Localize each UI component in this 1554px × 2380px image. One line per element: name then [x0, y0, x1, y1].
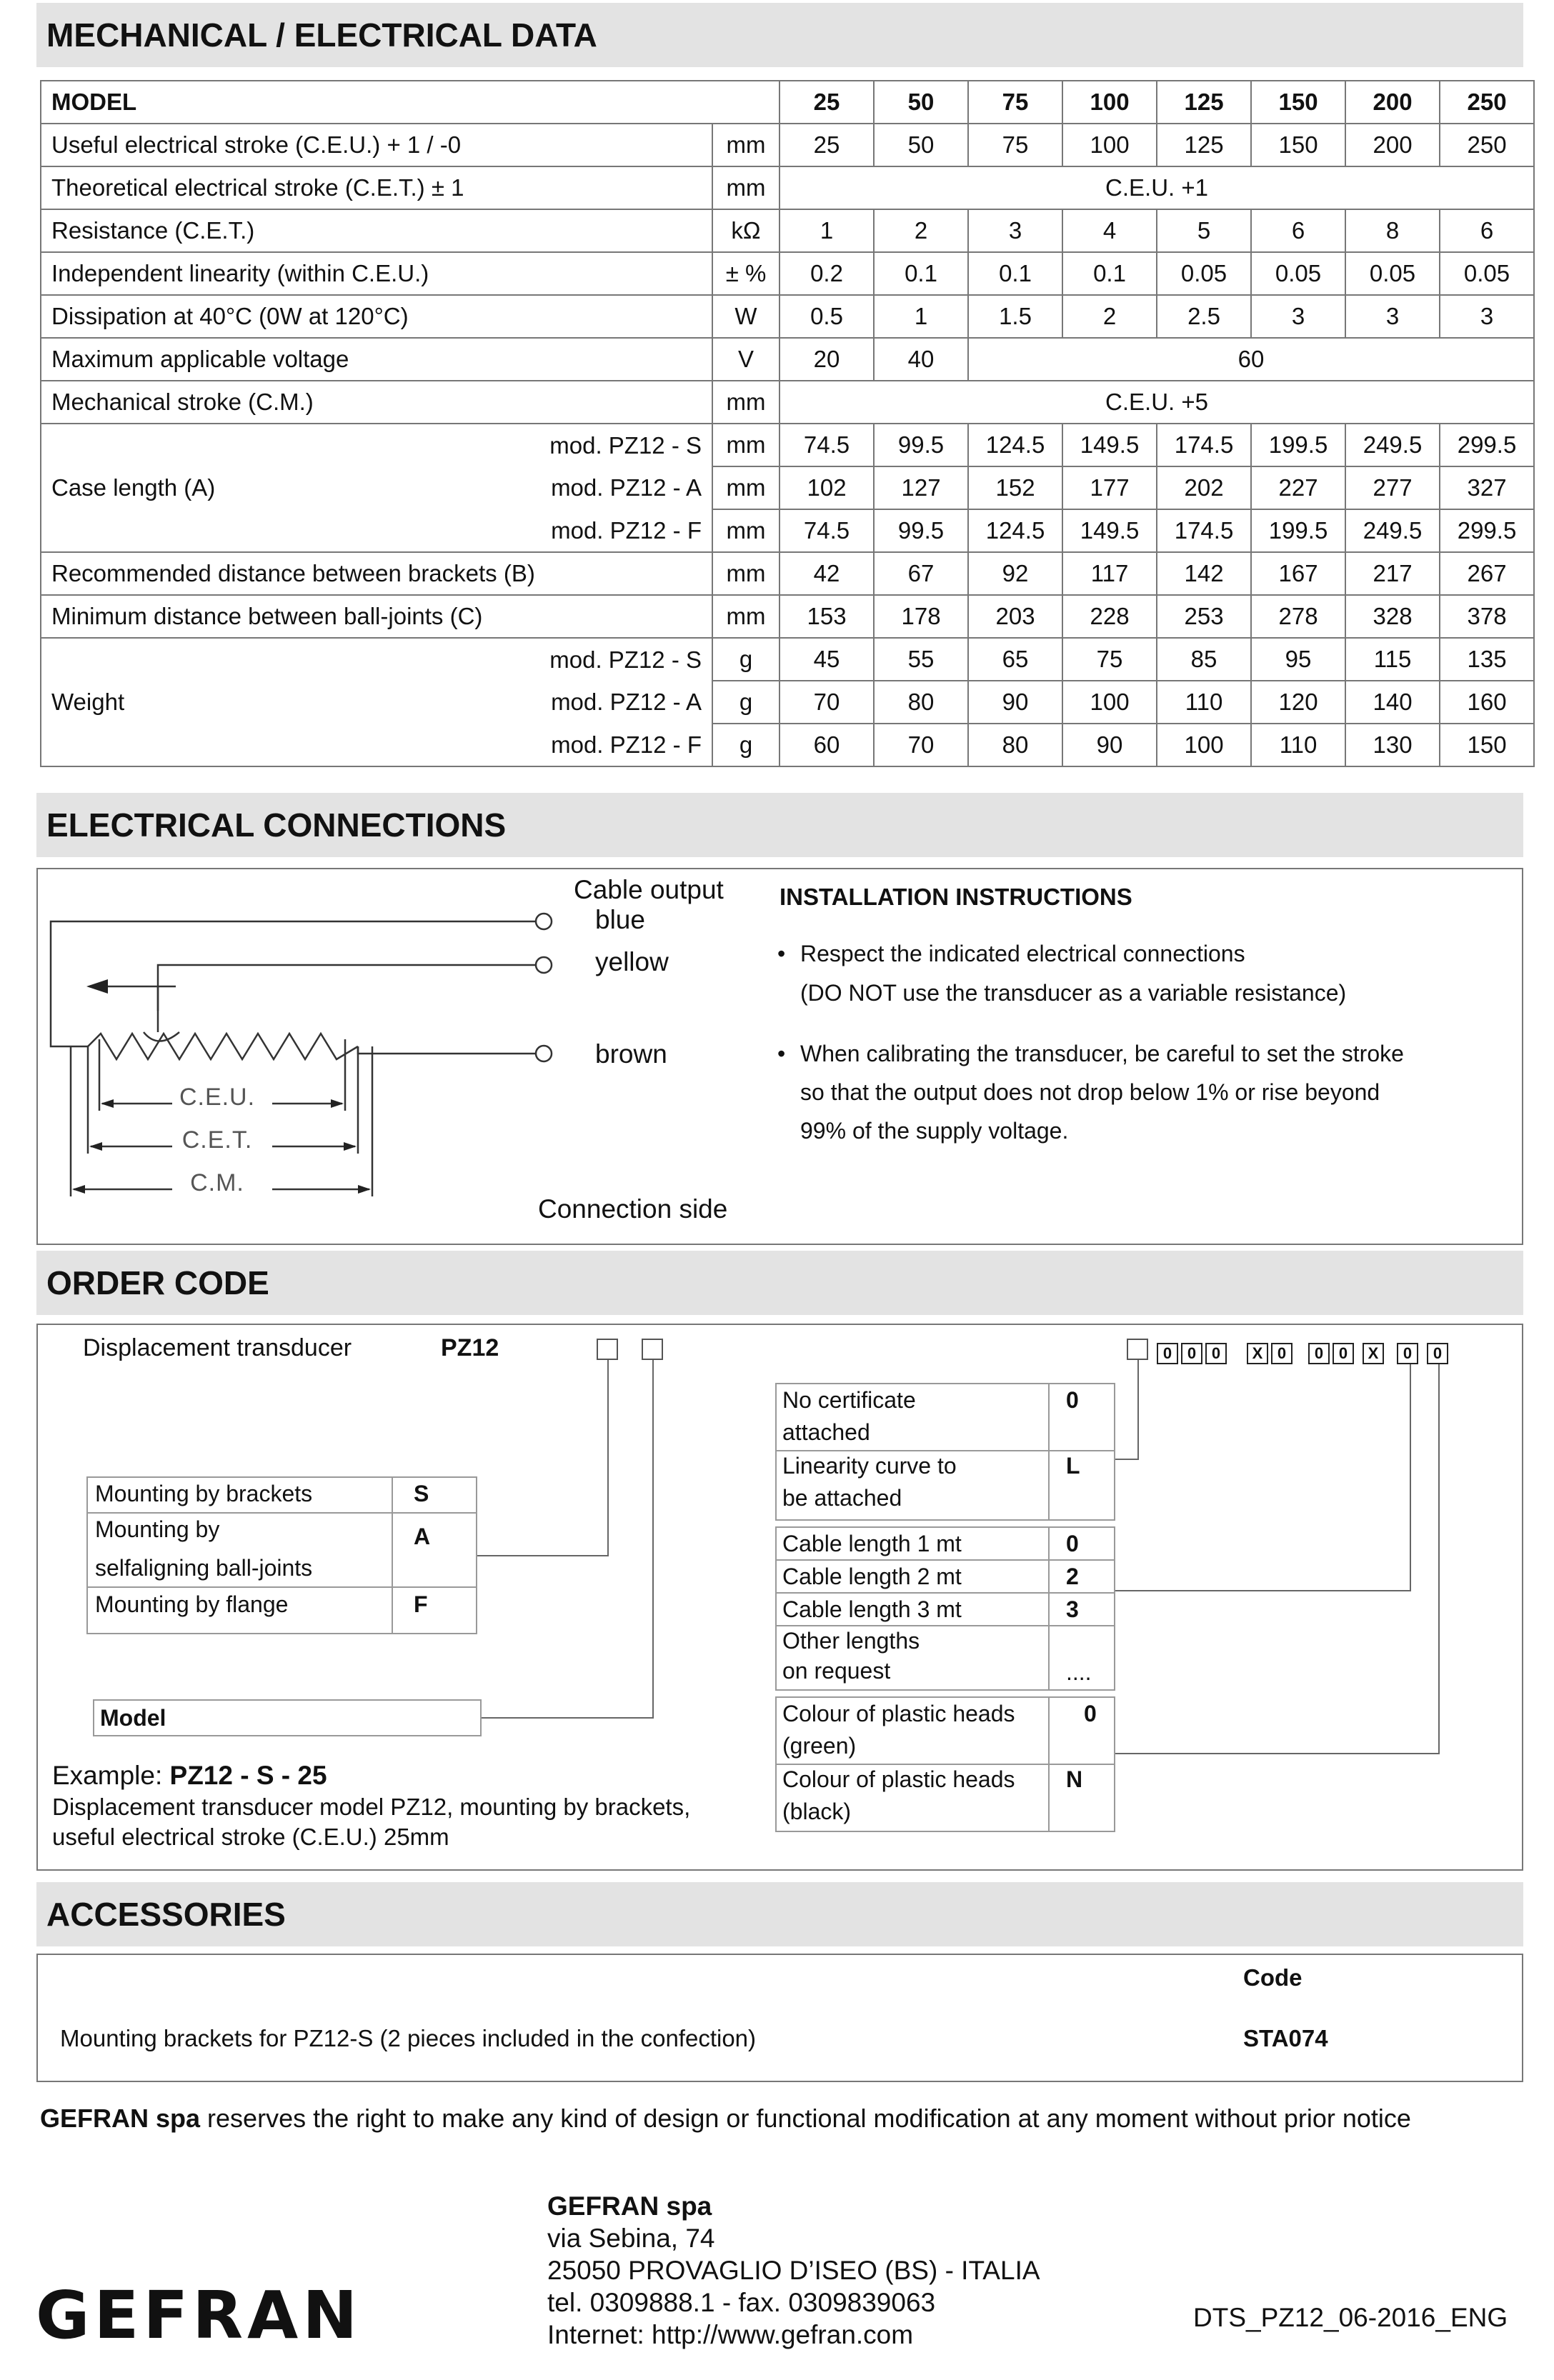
- table-row: Independent linearity (within C.E.U.) ± % 0.2 0.1 0.1 0.1 0.05 0.05 0.05 0.05: [41, 252, 1534, 295]
- cable-table: Cable length 1 mt 0 Cable length 2 mt 2 Cable length 3 mt 3 Other lengths on request ....: [775, 1526, 1115, 1691]
- terminal-blue: [536, 914, 552, 929]
- spec-table: [40, 80, 1535, 767]
- accessories-code-header: Code: [1243, 1964, 1303, 1991]
- code-digit: 0: [1397, 1343, 1418, 1364]
- order-pz12: PZ12: [441, 1334, 499, 1361]
- cm-label: C.M.: [190, 1169, 244, 1196]
- code-box-cert: [1127, 1339, 1148, 1360]
- table-row: mod. PZ12 - A mm 102 127 152 177 202 227 277 327: [41, 466, 1534, 509]
- table-row: MODEL 25 50 75 100 125 150 200 250: [41, 81, 1534, 124]
- wire-brown: [358, 1046, 544, 1054]
- instruction-1-line1: Respect the indicated electrical connections: [800, 941, 1245, 966]
- code-digit: 0: [1181, 1343, 1202, 1364]
- instruction-2-line1: When calibrating the transducer, be careful to set the stroke: [800, 1041, 1404, 1066]
- code-digit: 0: [1427, 1343, 1448, 1364]
- order-displacement-label: Displacement transducer: [83, 1334, 352, 1361]
- cable-output-label: Cable output: [574, 875, 724, 904]
- order-example-desc-1: Displacement transducer model PZ12, mounting by brackets,: [52, 1794, 691, 1820]
- table-row: Weight mod. PZ12 - S g 45 55 65 75 85 95 115 135: [41, 638, 1534, 681]
- code-box-mounting: [597, 1339, 618, 1360]
- code-digit: X: [1247, 1343, 1268, 1364]
- code-digit: 0: [1308, 1343, 1330, 1364]
- terminal-brown: [536, 1046, 552, 1061]
- modification-notice: GEFRAN spa reserves the right to make any kind of design or functional modification at any moment without prior notice: [40, 2104, 1411, 2133]
- model-field: Model: [93, 1699, 482, 1736]
- table-row: Resistance (C.E.T.) kΩ 1 2 3 4 5 6 8 6: [41, 209, 1534, 252]
- order-example: Example: PZ12 - S - 25: [52, 1761, 327, 1790]
- accessory-item: Mounting brackets for PZ12-S (2 pieces included in the confection): [60, 2025, 757, 2051]
- footer-address-1: via Sebina, 74: [547, 2224, 715, 2253]
- footer-tel: tel. 0309888.1 - fax. 0309839063: [547, 2288, 936, 2317]
- colour-table: Colour of plastic heads (green) 0 Colour of plastic heads (black) N: [775, 1696, 1115, 1832]
- resistor: [88, 1034, 358, 1059]
- instruction-1-line2: (DO NOT use the transducer as a variable resistance): [800, 980, 1347, 1006]
- table-row: Useful electrical stroke (C.E.U.) + 1 / -0 mm 25 50 75 100 125 150 200 250: [41, 124, 1534, 166]
- table-row: mod. PZ12 - F g 60 70 80 90 100 110 130 150: [41, 724, 1534, 766]
- yellow-label: yellow: [595, 947, 669, 976]
- table-row: Theoretical electrical stroke (C.E.T.) ± 1 mm C.E.U. +1: [41, 166, 1534, 209]
- install-title: INSTALLATION INSTRUCTIONS: [780, 884, 1132, 910]
- table-row: Minimum distance between ball-joints (C) mm 153 178 203 228 253 278 328 378: [41, 595, 1534, 638]
- connection-side-label: Connection side: [538, 1194, 728, 1224]
- certificate-table: No certificate attached 0 Linearity curve to be attached L: [775, 1383, 1115, 1521]
- mounting-table: Mounting by brackets S Mounting by selfaligning ball-joints A Mounting by flange F: [86, 1476, 477, 1634]
- wire-blue: [51, 921, 544, 1046]
- cet-label: C.E.T.: [181, 1126, 253, 1154]
- model-header: MODEL: [41, 81, 780, 124]
- table-row: Recommended distance between brackets (B) mm 42 67 92 117 142 167 217 267: [41, 552, 1534, 595]
- bullet-2: •: [777, 1041, 786, 1066]
- table-row: Maximum applicable voltage V 20 40 60: [41, 338, 1534, 381]
- section-header-accessories: ACCESSORIES: [36, 1882, 1523, 1946]
- brown-label: brown: [595, 1039, 667, 1069]
- table-row: Mechanical stroke (C.M.) mm C.E.U. +5: [41, 381, 1534, 424]
- footer-address-2: 25050 PROVAGLIO D’ISEO (BS) - ITALIA: [547, 2256, 1040, 2285]
- section-header-electrical: ELECTRICAL CONNECTIONS: [36, 793, 1523, 857]
- code-box-model: [642, 1339, 663, 1360]
- order-example-desc-2: useful electrical stroke (C.E.U.) 25mm: [52, 1824, 449, 1850]
- doc-code: DTS_PZ12_06-2016_ENG: [1193, 2303, 1508, 2332]
- section-header-order: ORDER CODE: [36, 1251, 1523, 1315]
- footer-company: GEFRAN spa: [547, 2191, 712, 2221]
- instruction-2-line2: so that the output does not drop below 1% or rise beyond: [800, 1079, 1380, 1105]
- wiper-arrowhead: [86, 979, 108, 994]
- accessory-code: STA074: [1243, 2025, 1328, 2051]
- footer-web: Internet: http://www.gefran.com: [547, 2320, 914, 2349]
- blue-label: blue: [595, 905, 645, 934]
- instruction-2-line3: 99% of the supply voltage.: [800, 1118, 1069, 1144]
- code-digit: 0: [1205, 1343, 1227, 1364]
- ceu-label: C.E.U.: [179, 1084, 256, 1111]
- code-digit: 0: [1271, 1343, 1292, 1364]
- gefran-logo: GEFRAN: [36, 2277, 362, 2354]
- table-row: mod. PZ12 - F mm 74.5 99.5 124.5 149.5 174.5 199.5 249.5 299.5: [41, 509, 1534, 552]
- terminal-yellow: [536, 957, 552, 973]
- bullet-1: •: [777, 941, 786, 966]
- code-digit: 0: [1157, 1343, 1178, 1364]
- table-row: Dissipation at 40°C (0W at 120°C) W 0.5 1 1.5 2 2.5 3 3 3: [41, 295, 1534, 338]
- section-header-mechanical: MECHANICAL / ELECTRICAL DATA: [36, 3, 1523, 67]
- code-digit: X: [1363, 1343, 1384, 1364]
- code-digit: 0: [1333, 1343, 1354, 1364]
- table-row: mod. PZ12 - A g 70 80 90 100 110 120 140 160: [41, 681, 1534, 724]
- table-row: Case length (A) mod. PZ12 - S mm 74.5 99.5 124.5 149.5 174.5 199.5 249.5 299.5: [41, 424, 1534, 466]
- wire-yellow: [158, 965, 544, 1011]
